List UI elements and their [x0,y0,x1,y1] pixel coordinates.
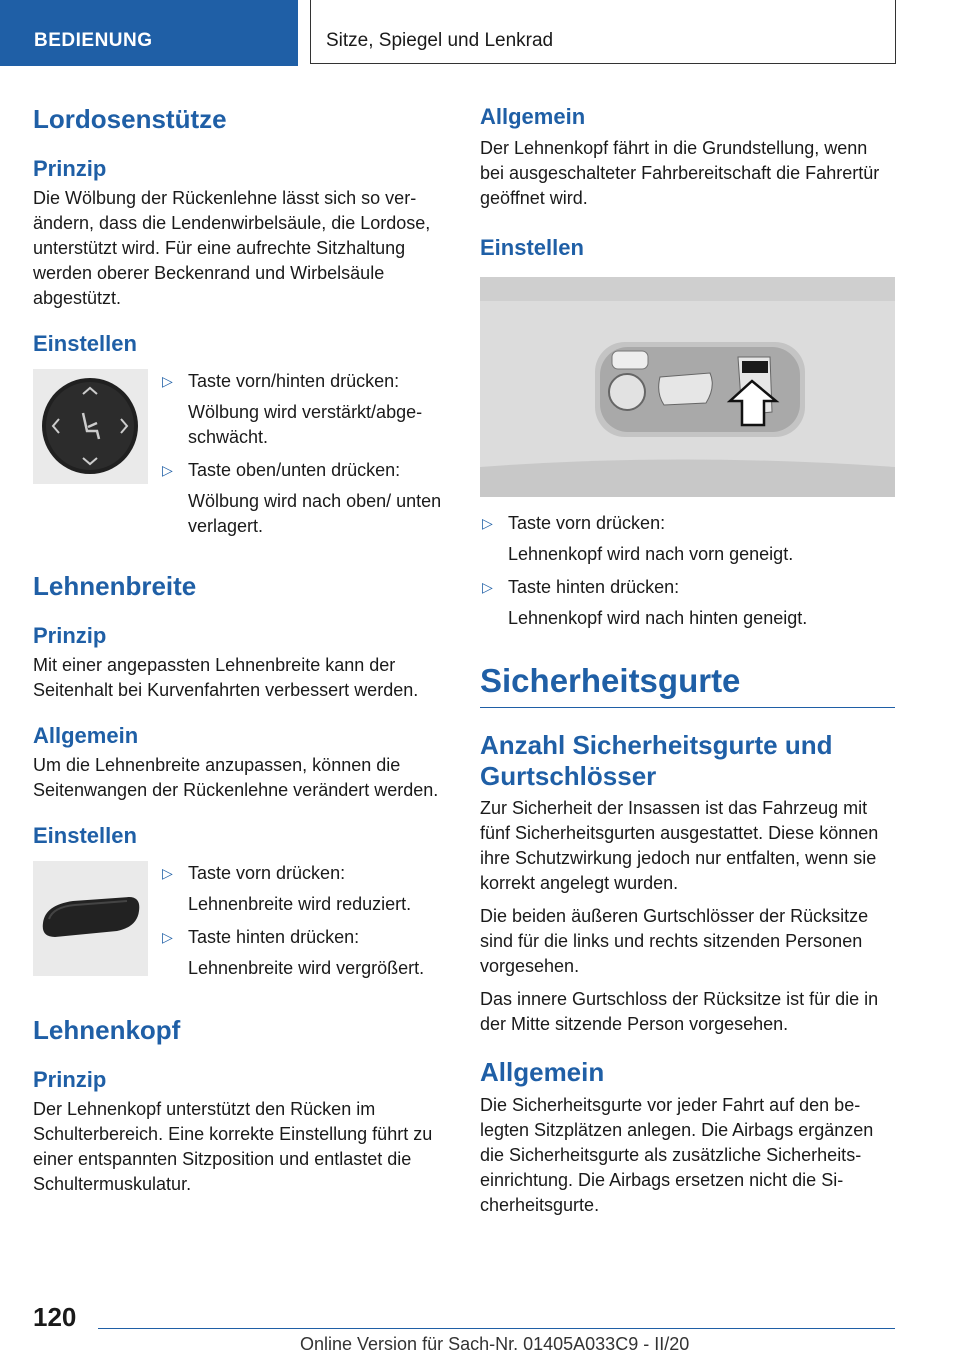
right-column [480,100,895,1218]
subheading-prinzip: Prinzip [33,623,107,648]
heading-sicherheitsgurte: Sicherheitsgurte [480,659,895,708]
triangle-bullet-icon: ▷ [482,515,493,531]
heading-lehnenbreite: Lehnenbreite [33,571,197,601]
lordosis-switch-image [33,369,148,484]
list-item: ▷ Taste vorn drücken: [160,861,424,886]
subheading-einstellen: Einstellen [33,823,137,848]
subheading-einstellen: Einstellen [33,331,137,356]
paragraph: Der Lehnenkopf fährt in die Grundstellung, wenn bei ausgeschalteter Fahrbereitschaft die Fahrertür geöffnet wird. [480,138,880,208]
paragraph: Der Lehnenkopf unterstützt den Rücken im Schulterbereich. Eine korrekte Einstellung führt zu einer entspannten Sitzposition und entlastet die Schultermuskulatur. [33,1099,433,1194]
breite-adjust-block [33,861,451,981]
subheading-einstellen: Einstellen [480,235,584,260]
paragraph: Um die Lehnenbreite anzupassen, können die Seitenwangen der Rückenlehne verändert werden. [33,755,439,800]
list-item-detail: Wölbung wird nach oben/ unten verlagert. [188,491,442,536]
list-item-detail: Lehnenbreite wird reduziert. [188,894,412,914]
triangle-bullet-icon: ▷ [162,373,173,389]
page-header [0,0,960,66]
heading-anzahl-gurte: Anzahl Sicherheitsgurte und Gurtschlösser [480,730,833,791]
triangle-bullet-icon: ▷ [162,929,173,945]
breite-bullets [160,861,424,981]
subheading-prinzip: Prinzip [33,156,107,181]
list-item: ▷ Taste hinten drücken: [480,575,895,600]
heading-lordose: Lordosenstütze [33,104,227,134]
list-item: ▷ Taste oben/unten drücken: [160,458,451,483]
paragraph: Die beiden äußeren Gurtschlösser der Rücksitze sind für die links und rechts sitzenden Personen vorgesehen. [480,906,869,976]
headrest-switch-image [480,277,895,497]
chapter-title: Sitze, Spiegel und Lenkrad [326,30,554,51]
subheading-allgemein: Allgemein [480,1057,605,1087]
footer-version: Online Version für Sach-Nr. 01405A033C9 - II/20 [300,1334,690,1354]
backrest-width-switch-image [33,861,148,976]
heading-lehnenkopf: Lehnenkopf [33,1015,181,1045]
list-item: ▷ Taste hinten drücken: [160,925,424,950]
page-number: 120 [33,1302,77,1332]
triangle-bullet-icon: ▷ [482,579,493,595]
section-tab: BEDIENUNG [0,0,298,66]
list-item-detail: Wölbung wird verstärkt/abgeschwächt. [188,402,423,447]
triangle-bullet-icon: ▷ [162,462,173,478]
subheading-prinzip: Prinzip [33,1067,107,1092]
subheading-allgemein: Allgemein [33,723,139,748]
paragraph: Die Sicherheitsgurte vor jeder Fahrt auf den belegten Sitzplätzen anlegen. Die Airbags ergänzen die Sicherheitsgurte als zusätzliche Sicherheitseinrichtung. Die Airbags ersetzen nicht die Sicherheitsgurte. [480,1095,874,1215]
paragraph: Das innere Gurtschloss der Rücksitze ist für die in der Mitte sitzende Person vorgesehen. [480,989,879,1034]
list-item: ▷ Taste vorn/hinten drücken: [160,369,451,394]
subheading-allgemein: Allgemein [480,104,586,129]
list-item-detail: Lehnenkopf wird nach vorn geneigt. [508,544,794,564]
lordose-bullets [160,369,451,539]
lordose-adjust-block [33,369,451,539]
list-item: ▷ Taste vorn drücken: [480,511,895,536]
paragraph: Zur Sicherheit der Insassen ist das Fahrzeug mit fünf Sicherheitsgurten ausgestattet. Diese können ihre Schutzwirkung jedoch nur entfalten, wenn sie korrekt angelegt wurden. [480,798,879,893]
paragraph: Die Wölbung der Rückenlehne lässt sich so verändern, dass die Lendenwirbelsäule, die Lordose, unterstützt wird. Für eine aufrechte Sitzhaltung werden oberer Beckenrand und Wirbelsäule abgestützt. [33,188,431,308]
footer-divider [98,1328,895,1329]
headrest-bullets [480,511,895,631]
left-column [33,100,451,1197]
list-item-detail: Lehnenbreite wird vergrößert. [188,958,425,978]
list-item-detail: Lehnenkopf wird nach hinten geneigt. [508,608,808,628]
triangle-bullet-icon: ▷ [162,865,173,881]
paragraph: Mit einer angepassten Lehnenbreite kann der Seitenhalt bei Kurvenfahrten verbessert werden. [33,655,419,700]
